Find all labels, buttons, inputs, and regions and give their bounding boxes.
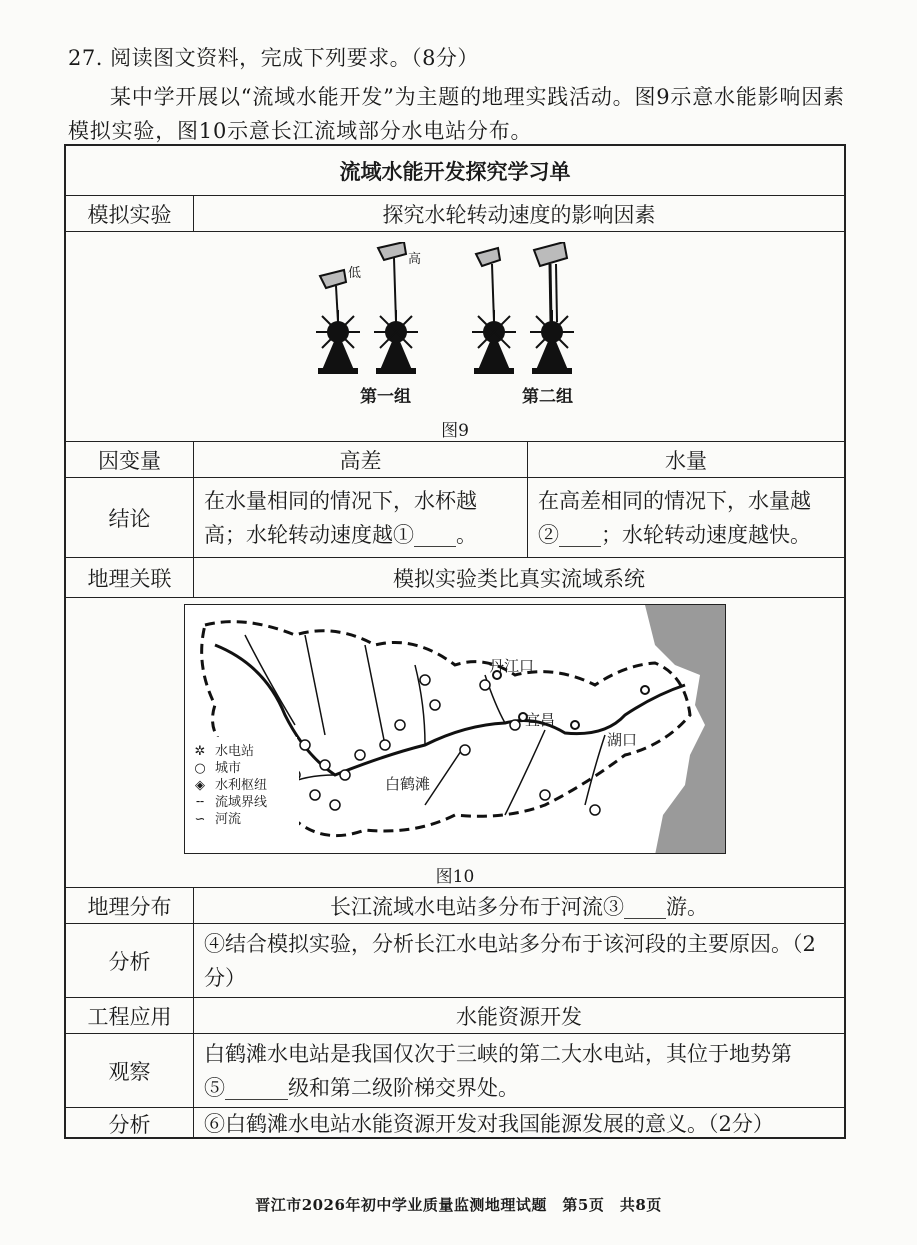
group2-label: 第二组	[522, 387, 573, 407]
observation-row	[66, 1034, 844, 1108]
station-baihetan: 白鹤滩	[385, 775, 431, 793]
observation-text: 白鹤滩水电站是我国仅次于三峡的第二大水电站，其位于地势第⑤______级和第二级阶梯交界处。	[204, 1041, 792, 1100]
analysis1-text: ④结合模拟实验，分析长江水电站多分布于该河段的主要原因。（2分）	[204, 931, 816, 990]
distribution-label: 地理分布	[66, 888, 194, 923]
distribution-text: 长江流域水电站多分布于河流③____游。	[330, 894, 708, 919]
legend-city: ○ 城市	[191, 760, 299, 777]
city-yichang: 宜昌	[525, 711, 556, 729]
city-icon: ○	[194, 761, 206, 776]
sheet-title-row	[66, 146, 844, 196]
group2-large-cup	[534, 242, 567, 322]
conclusion-label: 结论	[66, 478, 194, 557]
simulation-topic: 探究水轮转动速度的影响因素	[382, 202, 656, 227]
analysis1-label: 分析	[66, 924, 194, 997]
figure9-caption: 图9	[441, 421, 469, 441]
question-intro: 某中学开展以“流域水能开发”为主题的地理实践活动。图9示意水能影响因素模拟实验，图10示意长江流域部分水电站分布。	[68, 85, 845, 143]
dashed-line-icon: ╌	[196, 795, 204, 810]
figure10-caption: 图10	[435, 867, 475, 887]
simulation-label: 模拟实验	[66, 196, 194, 231]
analysis1-row	[66, 924, 844, 998]
geo-link-row	[66, 558, 844, 598]
figure9-row	[66, 232, 844, 442]
question-heading: 27. 阅读图文资料，完成下列要求。（8分）	[68, 46, 479, 70]
group2-small-cup	[476, 248, 500, 322]
engineering-label: 工程应用	[66, 998, 194, 1033]
legend-boundary: ╌ 流域界线	[191, 794, 299, 811]
legend-river: ∽ 河流	[191, 811, 299, 828]
variable-label: 因变量	[66, 442, 194, 477]
analysis2-row	[66, 1108, 844, 1139]
engineering-text: 水能资源开发	[456, 1004, 582, 1029]
study-sheet-table	[64, 144, 846, 1139]
conclusion-volume-text: 在高差相同的情况下，水量越②____；水轮转动速度越快。	[538, 488, 811, 547]
group1-label: 第一组	[360, 387, 411, 407]
group2-wheel-right	[530, 310, 574, 374]
conclusion-height-text: 在水量相同的情况下，水杯越高；水轮转动速度越①____。	[194, 478, 528, 557]
dam-icon: ◈	[195, 778, 205, 793]
variable-row	[66, 442, 844, 478]
group2-wheel-left	[472, 310, 516, 374]
river-icon: ∽	[194, 812, 206, 827]
figure10-row	[66, 598, 844, 888]
simulation-row	[66, 196, 844, 232]
group1-wheel-left	[316, 310, 360, 374]
city-danjiangkou: 丹江口	[489, 657, 535, 675]
city-hukou: 湖口	[607, 731, 638, 749]
geo-link-label: 地理关联	[66, 558, 194, 597]
sea-area	[645, 605, 726, 854]
observation-label: 观察	[66, 1034, 194, 1107]
variable-volume: 水量	[665, 448, 707, 473]
distribution-row	[66, 888, 844, 924]
legend-hydropower: ✲ 水电站	[191, 743, 299, 760]
page-footer: 晋江市2026年初中学业质量监测地理试题 第5页 共8页	[255, 1196, 662, 1214]
sheet-title: 流域水能开发探究学习单	[339, 158, 571, 184]
hydropower-station-icon: ✲	[194, 744, 206, 759]
hydropower-stations	[290, 675, 600, 815]
geo-link-text: 模拟实验类比真实流域系统	[393, 566, 645, 591]
map-legend	[191, 743, 299, 828]
variable-height: 高差	[194, 442, 528, 477]
high-label: 高	[408, 252, 422, 267]
low-label: 低	[348, 266, 362, 281]
analysis2-label: 分析	[66, 1108, 194, 1139]
legend-dam: ◈ 水利枢纽	[191, 777, 299, 794]
engineering-row	[66, 998, 844, 1034]
conclusion-row	[66, 478, 844, 558]
analysis2-text: ⑥白鹤滩水电站水能资源开发对我国能源发展的意义。（2分）	[204, 1111, 774, 1136]
yangtze-basin-map	[184, 604, 726, 854]
group1-low-cup	[320, 270, 346, 322]
group1-high-cup	[378, 242, 406, 322]
group1-wheel-right	[374, 310, 418, 374]
